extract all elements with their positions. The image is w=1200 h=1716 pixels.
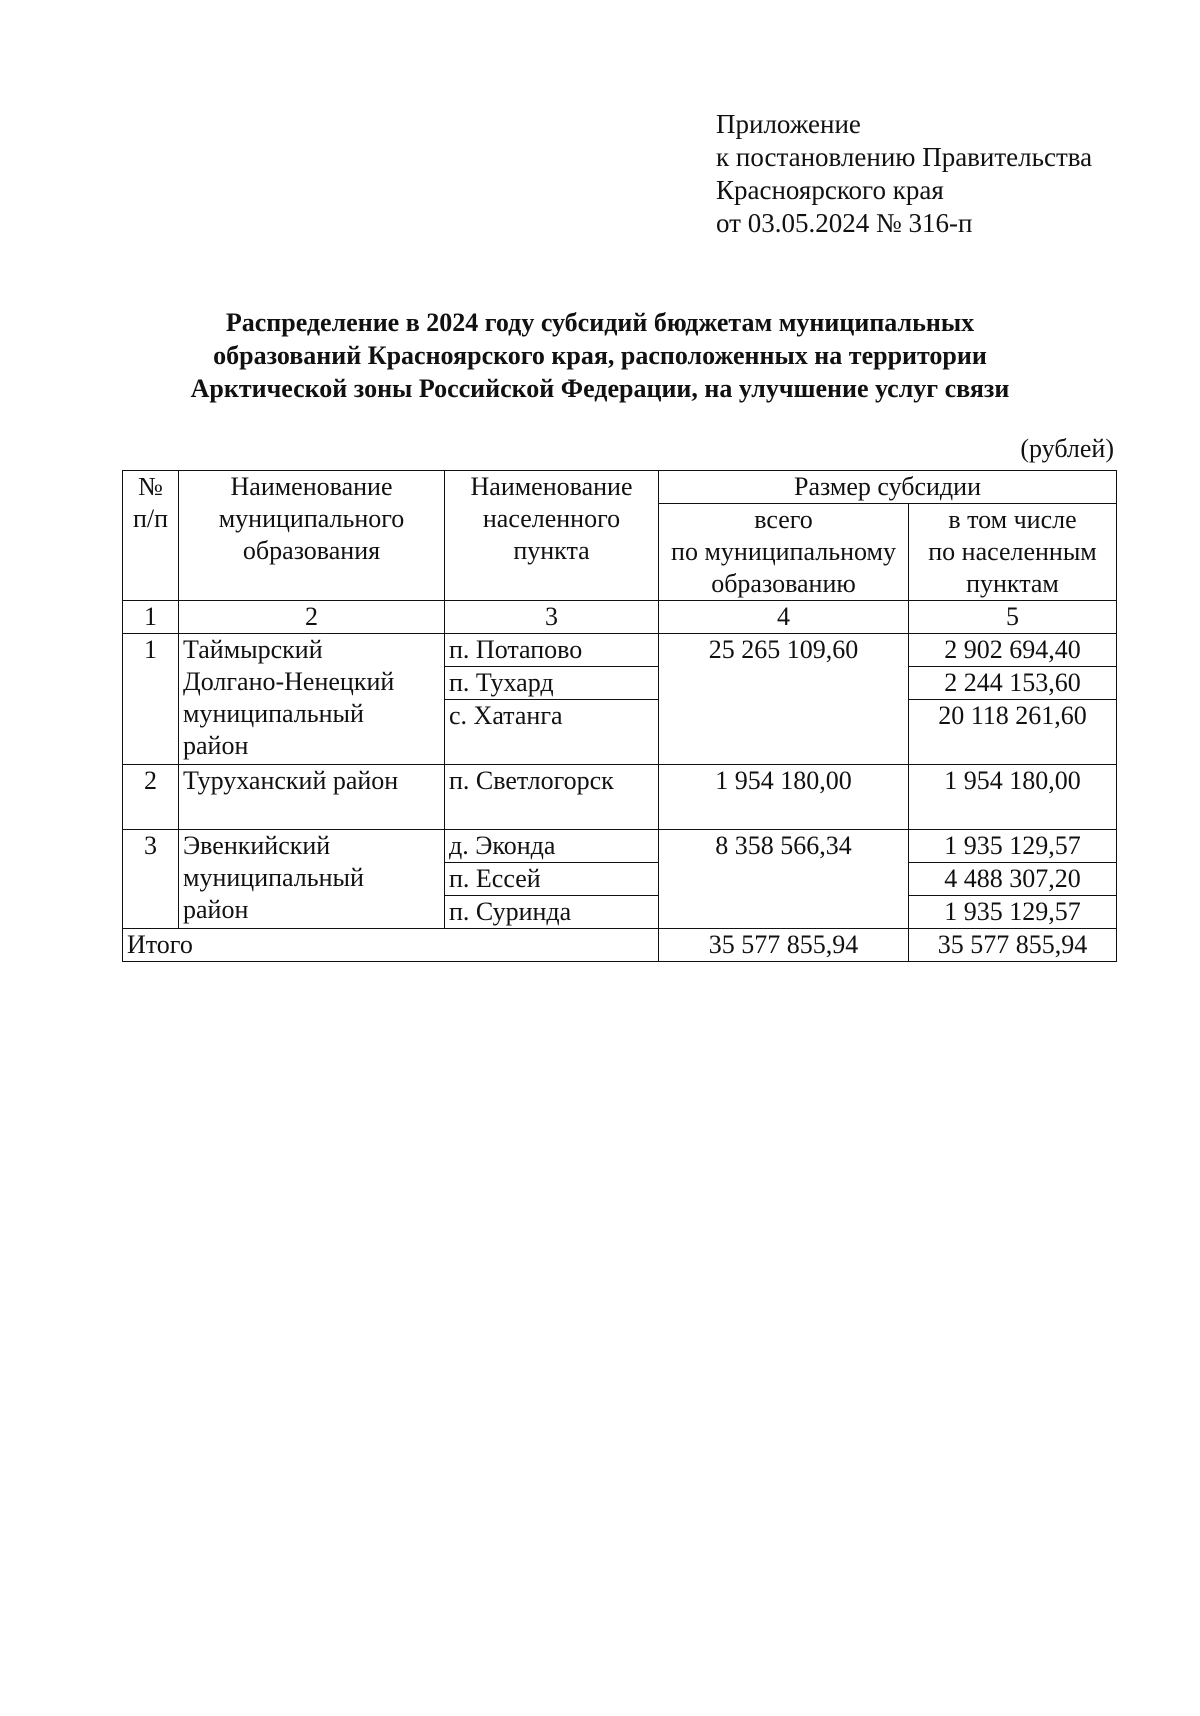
column-number: 1 (123, 601, 179, 634)
header-including: в том числе по населенным пунктам (909, 504, 1117, 601)
header-settlement: Наименование населенного пункта (445, 471, 659, 601)
footer-total: 35 577 855,94 (659, 929, 909, 962)
row-total: 1 954 180,00 (659, 765, 909, 830)
header-num: № п/п (123, 471, 179, 601)
appendix-line: от 03.05.2024 № 316-п (716, 208, 973, 238)
row-amount: 1 935 129,57 (909, 830, 1117, 863)
column-number: 4 (659, 601, 909, 634)
table-row (123, 830, 1117, 863)
header-total: всего по муниципальному образованию (659, 504, 909, 601)
row-municipality: Таймырский Долгано-Ненецкий муниципальный район (179, 634, 445, 765)
appendix-line: к постановлению Правительства (716, 142, 1093, 172)
title-line: образований Красноярского края, расположенных на территории (213, 341, 987, 370)
row-amount: 1 954 180,00 (909, 765, 1117, 830)
appendix-block (716, 108, 1092, 240)
row-settlement: п. Ессей (445, 863, 659, 896)
column-number: 3 (445, 601, 659, 634)
row-num: 2 (123, 765, 179, 830)
footer-label: Итого (123, 929, 659, 962)
row-settlement: п. Суринда (445, 896, 659, 929)
table-footer-row (123, 929, 1117, 962)
header-subsidy: Размер субсидии (659, 471, 1117, 504)
row-amount: 4 488 307,20 (909, 863, 1117, 896)
column-number: 5 (909, 601, 1117, 634)
header-municipality: Наименование муниципального образования (179, 471, 445, 601)
units-label: (рублей) (1020, 434, 1114, 463)
row-settlement: п. Тухард (445, 667, 659, 700)
title-line: Арктической зоны Российской Федерации, на улучшение услуг связи (190, 374, 1010, 403)
row-municipality: Туруханский район (179, 765, 445, 830)
row-settlement: с. Хатанга (445, 700, 659, 765)
table-row (123, 634, 1117, 667)
subsidy-table (122, 470, 1117, 962)
row-settlement: д. Эконда (445, 830, 659, 863)
row-municipality: Эвенкийский муниципальный район (179, 830, 445, 929)
row-amount: 20 118 261,60 (909, 700, 1117, 765)
appendix-line: Приложение (716, 109, 861, 139)
row-total: 25 265 109,60 (659, 634, 909, 765)
title-line: Распределение в 2024 году субсидий бюджетам муниципальных (225, 308, 975, 337)
row-amount: 2 244 153,60 (909, 667, 1117, 700)
row-settlement: п. Потапово (445, 634, 659, 667)
table-row (123, 765, 1117, 830)
row-amount: 1 935 129,57 (909, 896, 1117, 929)
row-amount: 2 902 694,40 (909, 634, 1117, 667)
row-num: 3 (123, 830, 179, 929)
row-settlement: п. Светлогорск (445, 765, 659, 830)
footer-including: 35 577 855,94 (909, 929, 1117, 962)
appendix-line: Красноярского края (716, 175, 944, 205)
row-num: 1 (123, 634, 179, 765)
document-title (120, 306, 1080, 405)
row-total: 8 358 566,34 (659, 830, 909, 929)
column-number: 2 (179, 601, 445, 634)
